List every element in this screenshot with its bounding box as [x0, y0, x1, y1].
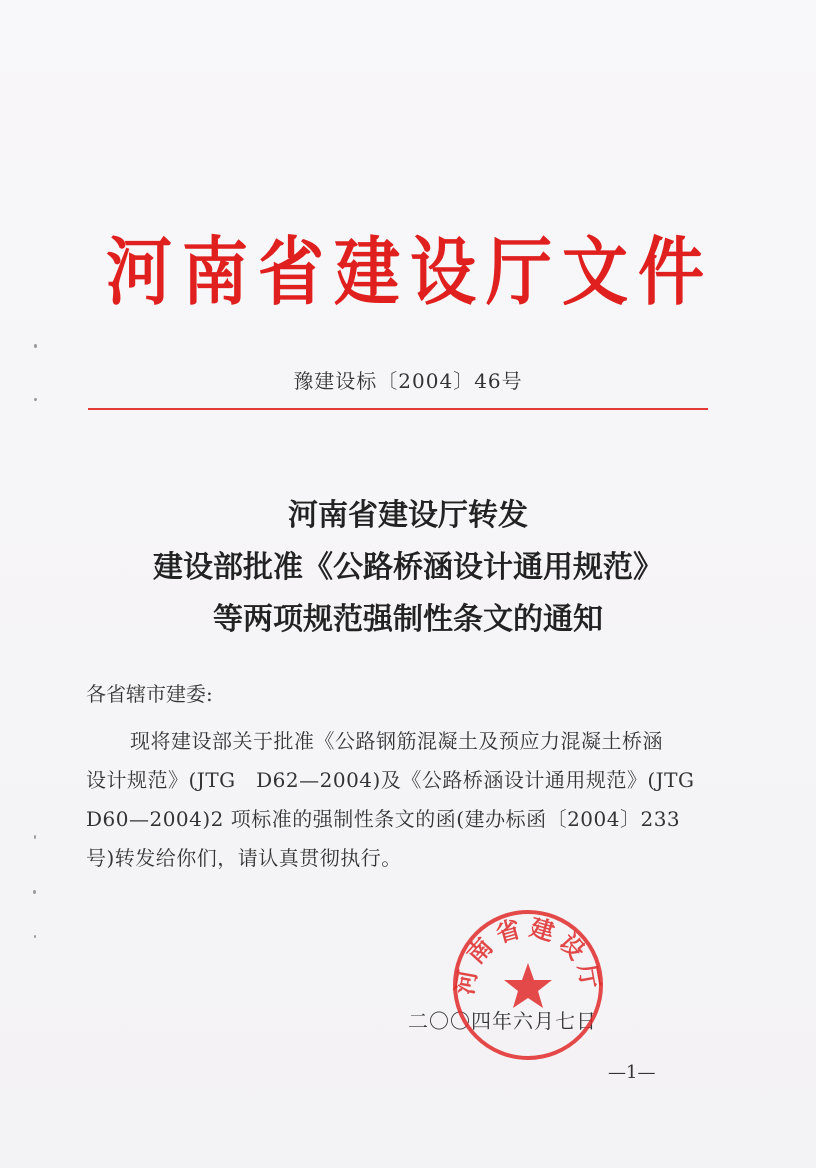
notice-title-line-2: 建设部批准《公路桥涵设计通用规范》 [153, 550, 663, 585]
notice-title-line-1: 河南省建设厅转发 [288, 498, 528, 533]
scan-speck [33, 890, 36, 894]
notice-body [86, 722, 726, 878]
body-line-1: 现将建设部关于批准《公路钢筋混凝土及预应力混凝土桥涵 [130, 729, 663, 753]
seal-text: 河南省建设厅 [450, 913, 606, 997]
red-divider-rule [88, 408, 708, 410]
document-number: 豫建设标〔2004〕46号 [293, 369, 523, 393]
issue-date: 二〇〇四年六月七日 [408, 1009, 597, 1033]
page-number: —1— [608, 1062, 656, 1083]
body-line-3: D60—2004)2 项标准的强制性条文的函(建办标函〔2004〕233 [86, 807, 681, 831]
body-line-4: 号)转发给你们，请认真贯彻执行。 [86, 846, 402, 870]
scan-speck [34, 344, 37, 348]
notice-title-line-3: 等两项规范强制性条文的通知 [213, 602, 603, 637]
notice-title [0, 490, 816, 646]
scan-speck [34, 835, 36, 839]
scan-speck [34, 935, 36, 938]
star-icon [504, 963, 552, 1008]
official-seal-stamp [448, 905, 608, 1065]
salutation: 各省辖市建委: [86, 682, 213, 706]
body-line-2: 设计规范》(JTG D62—2004)及《公路桥涵设计通用规范》(JTG [86, 768, 695, 792]
scan-speck [34, 398, 37, 401]
issuing-authority-header: 河南省建设厅文件 [106, 227, 714, 316]
